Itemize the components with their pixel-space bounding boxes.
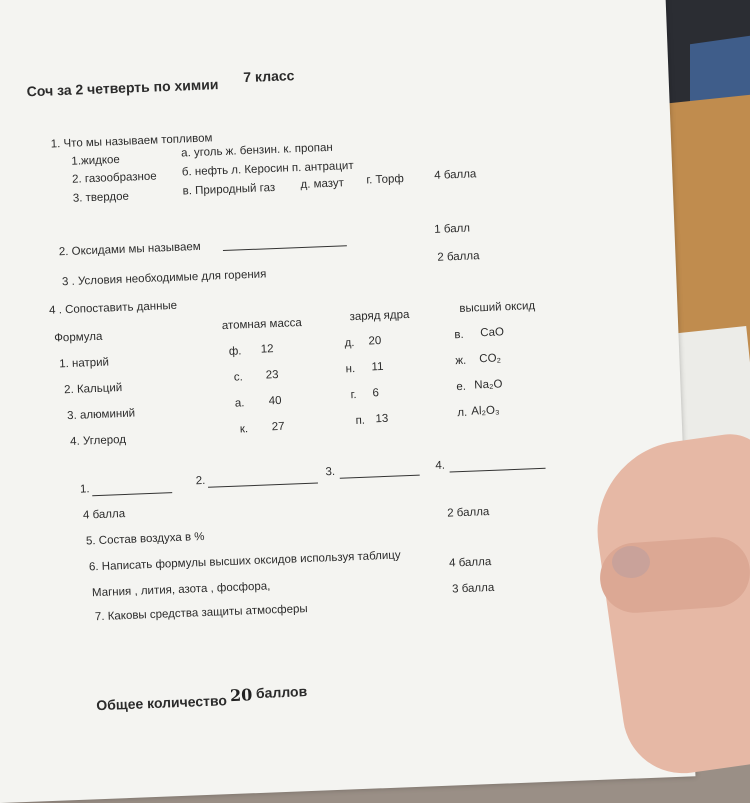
q1-points: 4 балла [434,168,477,182]
q4-row1-mass: 12 [260,343,274,356]
q1-options-row3c: г. Торф [366,173,405,187]
thumbnail [612,546,650,578]
q5-points: 2 балла [446,505,490,520]
q4-answer-2-label: 2. [195,474,206,488]
q4-row3-oxide: Na₂O [474,378,503,392]
q2-answer-line [223,245,347,251]
q4-row3-charge: 6 [372,387,380,400]
total-label: Общее количество [96,692,228,714]
q4-row3-mass: 40 [268,394,282,408]
q4-row4-mass-letter: к. [239,423,249,436]
q4-header-mass: атомная масса [221,317,302,333]
q4-row4-name: 4. Углерод [69,433,127,449]
q4-row2-mass: 23 [265,368,279,382]
q4-header-formula: Формула [53,330,103,345]
q4-header-oxide: высший оксид [459,300,536,315]
q4-row3-name: 3. алюминий [66,407,136,423]
q4-answer-1-line [92,492,172,496]
q4-row3-charge-letter: г. [350,388,357,402]
q3-points: 2 балла [437,250,480,264]
q4-row4-charge-letter: п. [355,414,366,428]
q1-options-row1: а. уголь ж. бензин. к. пропан [180,141,333,160]
sheet-title: Соч за 2 четверть по химии [26,76,219,100]
q6-line2: Магния , лития, азота , фосфора, [91,580,271,600]
q4-row1-charge-letter: д. [344,337,355,350]
grade-label: 7 класс [243,67,295,86]
q6-text: 6. Написать формулы высших оксидов используя таблицу [88,549,401,574]
q4-answer-4-line [450,468,546,473]
q4-row4-oxide-letter: л. [457,406,468,420]
q4-row2-oxide-letter: ж. [455,354,467,368]
q4-answer-1-label: 1. [79,483,90,496]
q4-header-charge: заряд ядра [349,308,410,324]
q5-text: 5. Состав воздуха в % [85,530,205,548]
total-value: 20 [229,685,253,706]
q4-answer-2-line [208,483,318,488]
q4-answer-4-label: 4. [435,459,446,473]
q6-points: 4 балла [448,555,492,570]
q2-points: 1 балл [434,222,471,236]
q4-answer-3-line [340,475,420,479]
q4-row4-charge: 13 [375,412,389,426]
q4-row4-oxide: Al₂O₃ [471,404,500,418]
q4-row2-name: 2. Кальций [63,381,123,397]
q7-points: 3 балла [451,581,495,596]
q7-text: 7. Каковы средства защиты атмосферы [94,603,308,624]
q1-left-3: 3. твердое [72,190,130,205]
background-blue-object [690,36,750,104]
q1-options-row2: б. нефть л. Керосин п. антрацит [181,159,354,179]
q4-row3-mass-letter: а. [234,397,245,410]
q3-text: 3 . Условия необходимые для горения [61,268,267,289]
q4-row2-charge-letter: н. [345,363,356,376]
q4-row3-oxide-letter: е. [456,380,467,394]
q4-row1-charge: 20 [368,335,382,348]
q1-left-2: 2. газообразное [71,170,157,186]
q4-row4-mass: 27 [271,420,285,434]
q1-left-1: 1.жидкое [71,153,121,168]
q4-row2-oxide: CO₂ [479,352,502,366]
q4-row1-name: 1. натрий [58,356,110,371]
q4-answer-3-label: 3. [325,465,336,479]
q4-row2-charge: 11 [371,360,384,374]
q4-row1-oxide: CaO [480,326,505,340]
total-unit: баллов [255,683,308,702]
q4-row1-mass-letter: ф. [228,345,242,358]
q4-points: 4 балла [82,507,126,522]
q1-options-row3a: в. Природный газ [182,181,276,198]
q4-title: 4 . Сопоставить данные [48,299,178,317]
q1-text: 1. Что мы называем топливом [50,132,213,151]
q2-text: 2. Оксидами мы называем [58,240,201,259]
q4-row1-oxide-letter: в. [454,328,464,342]
q4-row2-mass-letter: с. [233,371,244,384]
q1-options-row3b: д. мазут [300,177,345,191]
